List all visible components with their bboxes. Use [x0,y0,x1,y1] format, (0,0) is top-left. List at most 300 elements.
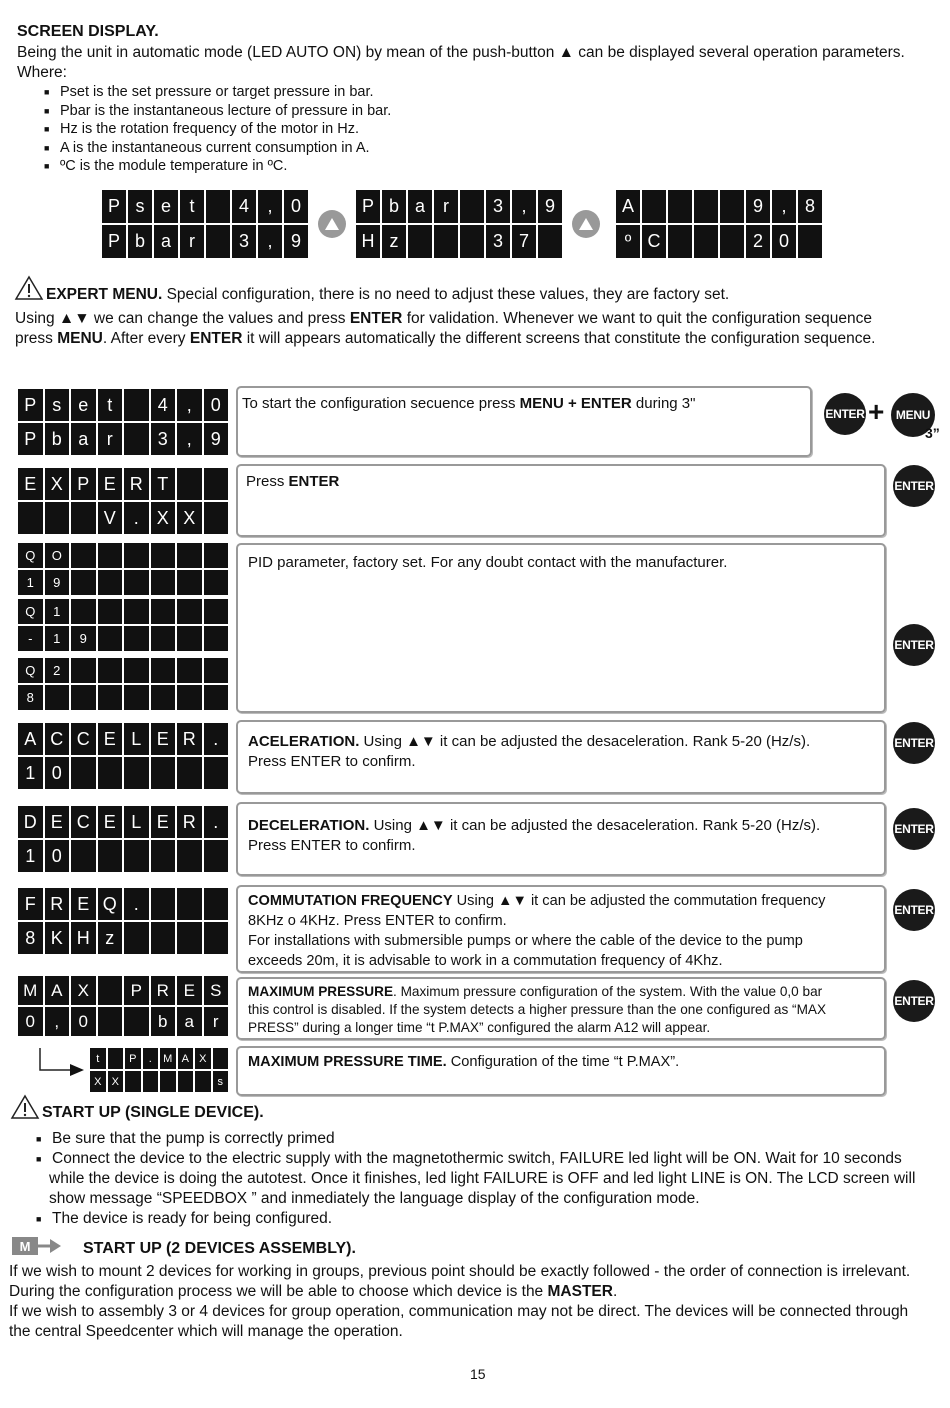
lcd-cell [204,658,229,683]
lcd-cell: , [512,190,536,223]
text: For installations with submersible pumps or where the cable of the device to the pump [248,933,803,949]
lcd-cell: P [18,389,43,421]
lcd-cell [151,757,176,789]
lcd-cell [177,626,202,651]
lcd-cell: e [71,389,96,421]
instruction-box-aceleration [236,720,886,794]
lcd-cell: E [98,468,123,500]
lcd-cell: 1 [45,599,70,624]
lcd-cell: P [125,1048,141,1069]
lcd-cell [177,757,202,789]
text-bold: MAXIMUM PRESSURE [248,984,394,999]
lcd-cell [177,840,202,872]
lcd-cell: A [178,1048,194,1069]
text-bold: MENU [57,330,103,347]
warning-icon [14,275,44,301]
lcd-cell [151,599,176,624]
text-bold: DECELERATION. [248,817,370,834]
expert-menu-line1 [15,309,872,329]
screen-display-intro: Being the unit in automatic mode (LED AUTO ON) by mean of the push-button ▲ can be displayed several operation parameters. [17,44,905,61]
lcd-cell [204,840,229,872]
lcd-cell: b [45,423,70,455]
lcd-cell [124,685,149,710]
lcd-cell: a [177,1007,202,1036]
text-bold: ENTER [189,330,243,347]
instruction-box-max-pressure [236,977,886,1040]
menu-button[interactable]: MENU [891,393,935,437]
lcd-cell [204,599,229,624]
lcd-cell: A [18,723,43,755]
lcd-cell [45,502,70,534]
lcd-cell [124,543,149,568]
lcd-cell: C [71,723,96,755]
lcd-cell: b [382,190,406,223]
text: this control is disabled. If the system detects a higher pressure than the one configured as “MAX [248,1002,827,1017]
enter-button[interactable]: ENTER [893,980,935,1022]
lcd-cell [151,658,176,683]
lcd-cell: a [71,423,96,455]
warning-icon [10,1094,40,1120]
instruction-box-max-pressure-time [236,1046,886,1096]
lcd-screen-t-pmax [90,1048,228,1092]
lcd-screen-expert [18,468,228,534]
lcd-cell [206,190,230,223]
lcd-cell [177,468,202,500]
lcd-cell: . [143,1048,159,1069]
lcd-cell [71,658,96,683]
lcd-cell: R [151,976,176,1005]
text: During the configuration process we will be able to choose which device is the [9,1283,548,1300]
lcd-cell [204,543,229,568]
lcd-cell: 4 [151,389,176,421]
lcd-cell: z [98,922,123,954]
lcd-cell [151,543,176,568]
lcd-cell [668,190,692,223]
lcd-cell [98,658,123,683]
lcd-cell: 0 [18,1007,43,1036]
lcd-cell: E [151,723,176,755]
enter-button[interactable]: ENTER [893,808,935,850]
lcd-cell: s [128,190,152,223]
enter-button[interactable]: ENTER [893,889,935,931]
text: . After every [102,330,190,347]
lcd-cell [204,757,229,789]
lcd-cell: . [204,723,229,755]
arrow-right-icon [38,1237,62,1255]
lcd-cell: E [98,723,123,755]
lcd-cell: E [151,806,176,838]
up-arrow-button-icon [318,210,346,238]
text: during 3" [631,395,696,412]
lcd-cell [460,190,484,223]
lcd-cell: 3 [151,423,176,455]
lcd-cell: 8 [18,685,43,710]
lcd-cell [98,757,123,789]
text-bold: COMMUTATION FREQUENCY [248,893,453,909]
text: press [15,330,58,347]
lcd-cell: P [124,976,149,1005]
lcd-cell: P [102,225,126,258]
lcd-cell: , [45,1007,70,1036]
lcd-cell [108,1048,124,1069]
lcd-cell [98,840,123,872]
bullet-continuation: show message “SPEEDBOX ” and inmediately the language display of the configuration mode. [49,1190,700,1207]
plus-sign: + [868,396,885,427]
lcd-cell: E [71,888,96,920]
lcd-cell: . [204,806,229,838]
text: . [612,1283,618,1300]
bullet-continuation: while the device is doing the autotest. Once it finishes, led light FAILURE is OFF and led light LINE is ON. The LCD screen will [49,1170,916,1187]
lcd-cell: s [213,1071,229,1092]
lcd-cell: 9 [71,626,96,651]
lcd-cell: C [642,225,666,258]
lcd-cell [71,757,96,789]
lcd-cell: . [124,502,149,534]
lcd-cell [151,888,176,920]
text: Press ENTER to confirm. [248,837,416,854]
lcd-cell [204,570,229,595]
lcd-cell: 9 [45,570,70,595]
text-bold: ENTER [349,310,403,327]
lcd-cell: O [45,543,70,568]
lcd-cell: 9 [746,190,770,223]
startup-two-title: START UP (2 DEVICES ASSEMBLY). [83,1240,356,1257]
lcd-cell: 3 [486,190,510,223]
text: To start the configuration secuence press [242,395,520,412]
page-number: 15 [470,1366,486,1382]
lcd-cell [206,225,230,258]
lcd-cell [71,570,96,595]
enter-button[interactable]: ENTER [824,393,866,435]
instruction-box-start [236,386,812,457]
lcd-cell [124,599,149,624]
lcd-cell [124,840,149,872]
text: it will appears automatically the different screens that constitute the configuration sequence. [242,330,876,347]
lcd-cell: 0 [772,225,796,258]
lcd-cell: E [177,976,202,1005]
lcd-cell: E [45,806,70,838]
lcd-cell [98,543,123,568]
lcd-cell: 3 [486,225,510,258]
lcd-cell [408,225,432,258]
lcd-cell: L [124,806,149,838]
lcd-cell: M [18,976,43,1005]
lcd-cell: 8 [18,922,43,954]
lcd-cell: Q [98,888,123,920]
lcd-cell: X [90,1071,106,1092]
bullet-item: ■ Pbar is the instantaneous lecture of pressure in bar. [44,102,391,121]
screen-display-where: Where: [17,64,67,81]
lcd-cell: R [124,468,149,500]
lcd-screen-freq [18,888,228,954]
expert-menu-line2 [15,329,875,349]
text: Using ▲▼ it can be adjusted the desaceleration. Rank 5-20 (Hz/s). [369,817,821,834]
lcd-cell: , [258,190,282,223]
lcd-cell: 9 [284,225,308,258]
lcd-cell: Q [18,599,43,624]
text: 8KHz o 4KHz. Press ENTER to confirm. [248,913,507,929]
lcd-screen-pbar-hz [356,190,562,258]
lcd-cell [460,225,484,258]
lcd-cell: 7 [512,225,536,258]
screen-display-title: SCREEN DISPLAY. [17,23,159,40]
lcd-cell: a [154,225,178,258]
lcd-cell [143,1071,159,1092]
lcd-cell: r [204,1007,229,1036]
lcd-cell: F [18,888,43,920]
lcd-cell: Q [18,658,43,683]
lcd-cell [177,658,202,683]
lcd-cell [124,423,149,455]
lcd-cell: X [195,1048,211,1069]
lcd-cell [124,658,149,683]
lcd-cell [151,840,176,872]
lcd-cell: X [151,502,176,534]
lcd-cell [642,190,666,223]
lcd-cell [98,685,123,710]
text: . Maximum pressure configuration of the system. With the value 0,0 bar [393,984,823,999]
lcd-screen-q1 [18,599,228,651]
lcd-cell: - [18,626,43,651]
lcd-cell [71,502,96,534]
lcd-cell: r [98,423,123,455]
startup-single-title: START UP (SINGLE DEVICE). [42,1104,264,1121]
lcd-cell [177,599,202,624]
lcd-cell [720,225,744,258]
lcd-cell: R [45,888,70,920]
lcd-cell [668,225,692,258]
lcd-cell [434,225,458,258]
bullet-item: ■ Pset is the set pressure or target pressure in bar. [44,83,374,102]
lcd-cell [124,389,149,421]
lcd-cell: D [18,806,43,838]
lcd-cell [204,685,229,710]
lcd-cell: . [124,888,149,920]
instruction-box-pid: PID parameter, factory set. For any doubt contact with the manufacturer. [236,543,886,713]
lcd-cell: , [772,190,796,223]
lcd-screen-q0 [18,543,228,595]
lcd-cell: 8 [798,190,822,223]
expert-menu-title: EXPERT MENU. [46,286,163,303]
lcd-cell [798,225,822,258]
text: Using ▲▼ it can be adjusted the desaceleration. Rank 5-20 (Hz/s). [359,733,811,750]
lcd-cell [195,1071,211,1092]
lcd-cell [151,922,176,954]
lcd-cell: , [258,225,282,258]
lcd-cell: a [408,190,432,223]
lcd-screen-q2 [18,658,228,710]
instruction-box-deceleration [236,802,886,876]
lcd-screen-pset [18,389,228,455]
lcd-cell: 9 [204,423,229,455]
enter-button[interactable]: ENTER [893,722,935,764]
lcd-cell: º [616,225,640,258]
lcd-cell [178,1071,194,1092]
lcd-cell [204,922,229,954]
lcd-cell [160,1071,176,1092]
lcd-cell [694,225,718,258]
expert-menu-title-rest: Special configuration, there is no need to adjust these values, they are factory set. [162,286,730,303]
hold-duration-label: 3” [925,425,940,441]
lcd-cell: 1 [18,840,43,872]
lcd-cell [213,1048,229,1069]
lcd-cell: b [151,1007,176,1036]
lcd-cell [124,757,149,789]
lcd-cell: X [71,976,96,1005]
lcd-cell: X [108,1071,124,1092]
lcd-cell [694,190,718,223]
lcd-cell: M [160,1048,176,1069]
lcd-cell [98,599,123,624]
startup-two-p3: If we wish to assembly 3 or 4 devices for group operation, communication may not be direct. The devices will be connected through [9,1303,909,1320]
text: Using ▲▼ we can change the values and press [15,310,350,327]
lcd-cell: 1 [45,626,70,651]
lcd-cell [204,626,229,651]
lcd-cell: X [45,468,70,500]
lcd-cell: t [90,1048,106,1069]
enter-button[interactable]: ENTER [893,465,935,507]
lcd-cell [98,1007,123,1036]
lcd-cell: r [180,225,204,258]
submenu-arrow-icon [36,1048,86,1078]
text-bold: ACELERATION. [248,733,360,750]
expert-menu-heading [46,285,729,305]
lcd-cell: R [177,806,202,838]
lcd-cell: E [18,468,43,500]
lcd-screen-max-pres [18,976,228,1036]
lcd-cell: r [434,190,458,223]
bullet-item: ■ The device is ready for being configured. [36,1209,332,1229]
bullet-item: ■ ºC is the module temperature in ºC. [44,157,287,176]
lcd-cell [177,922,202,954]
lcd-cell: , [177,389,202,421]
lcd-cell: K [45,922,70,954]
lcd-cell: 1 [18,757,43,789]
lcd-screen-amps-temp [616,190,822,258]
lcd-screen-pset-pbar [102,190,308,258]
lcd-cell [71,685,96,710]
lcd-cell [720,190,744,223]
master-icon: M [12,1237,38,1255]
lcd-cell: b [128,225,152,258]
lcd-cell [71,599,96,624]
lcd-cell [177,888,202,920]
lcd-cell [71,840,96,872]
text: Press [246,473,289,490]
lcd-cell: S [204,976,229,1005]
lcd-cell [124,1007,149,1036]
text: for validation. Whenever we want to quit the configuration sequence [402,310,872,327]
lcd-cell [177,543,202,568]
lcd-cell: C [45,723,70,755]
lcd-cell [204,468,229,500]
startup-two-p2 [9,1282,617,1302]
lcd-cell [98,570,123,595]
text-bold: ENTER [288,473,340,490]
lcd-cell: P [18,423,43,455]
lcd-cell: E [98,806,123,838]
lcd-cell [177,685,202,710]
lcd-cell: P [356,190,380,223]
bullet-item: ■ A is the instantaneous current consumption in A. [44,139,370,158]
lcd-cell [538,225,562,258]
lcd-cell [151,570,176,595]
lcd-cell: A [616,190,640,223]
lcd-cell [18,502,43,534]
text-bold: MASTER [547,1283,613,1300]
lcd-cell: Q [18,543,43,568]
instruction-box-commutation [236,885,886,973]
text: Using ▲▼ it can be adjusted the commutation frequency [452,893,826,909]
lcd-cell [98,976,123,1005]
lcd-cell [125,1071,141,1092]
lcd-cell [151,685,176,710]
up-arrow-button-icon [572,210,600,238]
lcd-cell: z [382,225,406,258]
text-bold: MENU + ENTER [519,395,632,412]
lcd-cell: s [45,389,70,421]
startup-two-p1: If we wish to mount 2 devices for working in groups, previous point should be exactly followed - the order of connection is irrelevant. [9,1263,911,1280]
instruction-box-press-enter [236,464,886,537]
lcd-cell [98,626,123,651]
lcd-cell: t [98,389,123,421]
lcd-cell: H [356,225,380,258]
lcd-cell: 0 [45,840,70,872]
lcd-cell: 9 [538,190,562,223]
text: Press ENTER to confirm. [248,753,416,770]
text-bold: MAXIMUM PRESSURE TIME. [248,1054,447,1070]
lcd-cell: e [154,190,178,223]
lcd-cell: 0 [204,389,229,421]
lcd-cell: P [102,190,126,223]
lcd-cell: X [177,502,202,534]
lcd-cell [204,502,229,534]
lcd-cell: T [151,468,176,500]
lcd-cell: 0 [71,1007,96,1036]
text: Configuration of the time “t P.MAX”. [446,1054,680,1070]
lcd-cell: 0 [45,757,70,789]
lcd-cell: , [177,423,202,455]
lcd-cell [177,570,202,595]
lcd-cell: 2 [746,225,770,258]
lcd-cell: L [124,723,149,755]
lcd-cell [151,626,176,651]
bullet-item: ■ Be sure that the pump is correctly primed [36,1129,335,1149]
bullet-item: ■ Hz is the rotation frequency of the motor in Hz. [44,120,359,139]
lcd-cell: C [71,806,96,838]
lcd-cell: V [98,502,123,534]
lcd-cell: t [180,190,204,223]
lcd-cell [124,626,149,651]
lcd-cell [45,685,70,710]
lcd-cell: 1 [18,570,43,595]
lcd-cell [124,922,149,954]
lcd-cell: A [45,976,70,1005]
lcd-cell [71,543,96,568]
lcd-cell [204,888,229,920]
bullet-item: ■ Connect the device to the electric supply with the magnetothermic switch, FAILURE led light will be ON. Wait for 10 seconds [36,1149,902,1169]
lcd-cell: 4 [232,190,256,223]
lcd-cell [124,570,149,595]
lcd-screen-deceler [18,806,228,872]
lcd-cell: 3 [232,225,256,258]
enter-button[interactable]: ENTER [893,624,935,666]
lcd-cell: 2 [45,658,70,683]
text: PRESS” during a longer time “t P.MAX” configured the alarm A12 will appear. [248,1020,711,1035]
lcd-screen-acceler [18,723,228,789]
lcd-cell: H [71,922,96,954]
lcd-cell: 0 [284,190,308,223]
